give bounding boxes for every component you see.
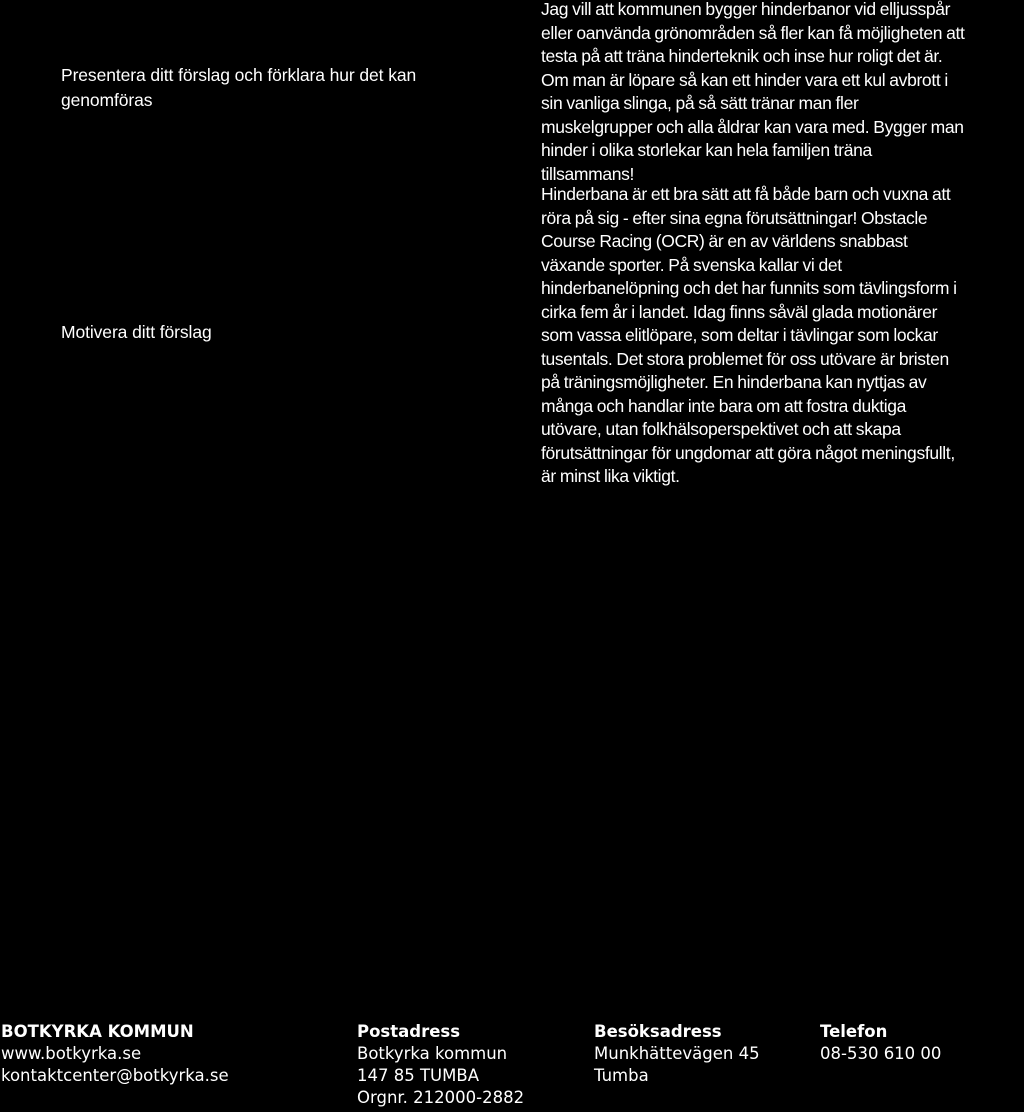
organization-name: BOTKYRKA KOMMUN — [1, 1022, 194, 1041]
motivation-text-line: växande sporter. På svenska kallar vi det — [541, 254, 842, 275]
website-link[interactable]: www.botkyrka.se — [1, 1044, 142, 1063]
email-link[interactable]: kontaktcenter@botkyrka.se — [1, 1066, 229, 1085]
motivation-text — [541, 183, 1021, 489]
motivation-text-line: är minst lika viktigt. — [541, 466, 680, 486]
proposal-text-line: hinder i olika storlekar kan hela familjen träna — [541, 140, 872, 160]
visiting-address-heading: Besöksadress — [594, 1022, 722, 1041]
motivation-text-line: röra på sig - efter sina egna förutsättningar! Obstacle — [541, 207, 928, 228]
motivation-text-line: Course Racing (OCR) är en av världens snabbast — [541, 231, 908, 251]
postal-address-line: Botkyrka kommun — [357, 1044, 508, 1063]
postal-address-heading: Postadress — [357, 1022, 461, 1041]
phone-heading: Telefon — [820, 1022, 888, 1041]
proposal-text-line: eller oanvända grönområden så fler kan få möjligheten att — [541, 22, 965, 43]
motivation-text-line: många och handlar inte bara om att fostra duktiga — [541, 395, 907, 416]
motivation-text-line: hinderbanelöpning och det har funnits som tävlingsform i — [541, 278, 957, 298]
proposal-text — [541, 0, 1021, 186]
footer-organization — [1, 1021, 229, 1087]
footer-phone — [820, 1021, 941, 1065]
proposal-text-line: Jag vill att kommunen bygger hinderbanor vid elljusspår — [541, 0, 951, 19]
proposal-text-line: Om man är löpare så kan ett hinder vara ett kul avbrott i — [541, 69, 948, 90]
motivation-text-line: tusentals. Det stora problemet för oss utövare är bristen — [541, 348, 949, 369]
motivation-text-line: som vassa elitlöpare, som deltar i tävlingar som lockar — [541, 325, 938, 345]
present-proposal-label: Presentera ditt förslag och förklara hur det kan genomföras — [61, 65, 417, 110]
motivation-text-line: Hinderbana är ett bra sätt att få både barn och vuxna att — [541, 184, 951, 204]
motivate-proposal-label: Motivera ditt förslag — [61, 322, 212, 342]
motivation-text-line: cirka fem år i landet. Idag finns såväl glada motionärer — [541, 301, 938, 322]
postal-address-line: 147 85 TUMBA — [357, 1066, 479, 1085]
visiting-address-line: Munkhättevägen 45 — [594, 1044, 760, 1063]
motivation-text-line: förutsättningar för ungdomar att göra något meningsfullt, — [541, 442, 955, 463]
footer-visiting-address — [594, 1021, 760, 1087]
proposal-text-line: tillsammans! — [541, 163, 635, 184]
phone-number[interactable]: 08-530 610 00 — [820, 1044, 942, 1063]
proposal-text-line: sin vanliga slinga, på så sätt tränar man fler — [541, 93, 859, 113]
proposal-text-line: testa på att träna hinderteknik och inse hur roligt det är. — [541, 46, 943, 66]
motivation-text-line: på träningsmöjligheter. En hinderbana kan nyttjas av — [541, 372, 927, 392]
visiting-address-line: Tumba — [594, 1066, 649, 1085]
proposal-text-line: muskelgrupper och alla åldrar kan vara med. Bygger man — [541, 116, 964, 137]
footer-postal-address — [357, 1021, 524, 1109]
org-number: Orgnr. 212000-2882 — [357, 1088, 525, 1107]
motivation-text-line: utövare, utan folkhälsoperspektivet och att skapa — [541, 419, 901, 439]
